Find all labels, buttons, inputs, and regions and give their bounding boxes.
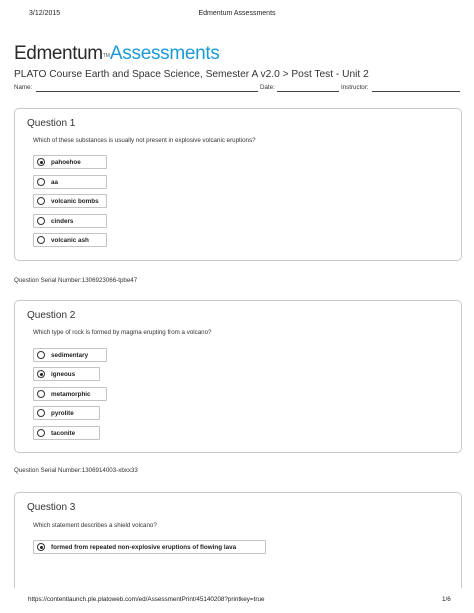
radio-icon bbox=[37, 351, 45, 359]
radio-icon bbox=[37, 178, 45, 186]
option-label: aa bbox=[51, 178, 59, 186]
option-aa[interactable] bbox=[33, 175, 107, 189]
question-card-2 bbox=[14, 300, 462, 453]
question-title: Question 2 bbox=[27, 310, 76, 321]
option-metamorphic[interactable] bbox=[33, 387, 107, 401]
question-title: Question 3 bbox=[27, 502, 76, 513]
radio-icon bbox=[37, 236, 45, 244]
option-label: metamorphic bbox=[51, 390, 91, 398]
logo-trademark: TM bbox=[102, 53, 110, 59]
radio-icon bbox=[37, 217, 45, 225]
question-text: Which statement describes a shield volcano? bbox=[33, 522, 157, 529]
course-title: PLATO Course Earth and Space Science, Semester A v2.0 > Post Test - Unit 2 bbox=[14, 69, 369, 80]
radio-selected-icon bbox=[37, 158, 45, 166]
option-taconite[interactable] bbox=[33, 426, 100, 440]
question-text: Which type of rock is formed by magma erupting from a volcano? bbox=[33, 329, 212, 336]
option-label: volcanic bombs bbox=[51, 197, 99, 205]
radio-icon bbox=[37, 429, 45, 437]
radio-icon bbox=[37, 390, 45, 398]
option-label: pyrolite bbox=[51, 409, 74, 417]
student-info-row bbox=[14, 84, 464, 94]
option-pyrolite[interactable] bbox=[33, 406, 100, 420]
option-volcanic-bombs[interactable] bbox=[33, 194, 107, 208]
option-label: cinders bbox=[51, 217, 74, 225]
option-sedimentary[interactable] bbox=[33, 348, 107, 362]
date-label: Date: bbox=[260, 84, 275, 91]
radio-selected-icon bbox=[37, 543, 45, 551]
instructor-field-line[interactable] bbox=[372, 91, 460, 92]
radio-icon bbox=[37, 197, 45, 205]
option-label: formed from repeated non-explosive eruptions of flowing lava bbox=[51, 543, 237, 551]
page-number: 1/6 bbox=[442, 596, 451, 603]
option-label: pahoehoe bbox=[51, 158, 81, 166]
option-igneous[interactable] bbox=[33, 367, 100, 381]
print-date: 3/12/2015 bbox=[29, 10, 61, 17]
question-text: Which of these substances is usually not present in explosive volcanic eruptions? bbox=[33, 137, 256, 144]
question-card-1 bbox=[14, 108, 462, 261]
date-field-line[interactable] bbox=[277, 91, 339, 92]
logo-brand: Edmentum bbox=[14, 43, 103, 64]
option-label: sedimentary bbox=[51, 351, 89, 359]
option-pahoehoe[interactable] bbox=[33, 155, 107, 169]
print-url[interactable]: https://contentlaunch.ple.platoweb.com/ed/AssessmentPrint/45140208?printkey=true bbox=[28, 596, 265, 603]
question-title: Question 1 bbox=[27, 118, 76, 129]
print-page-title: Edmentum Assessments bbox=[198, 10, 276, 17]
print-header bbox=[0, 10, 474, 22]
option-label: volcanic ash bbox=[51, 236, 89, 244]
logo-product: Assessments bbox=[109, 43, 220, 64]
radio-icon bbox=[37, 409, 45, 417]
question-serial-1: Question Serial Number:1306923066-tpbe47 bbox=[14, 277, 138, 284]
name-field-line[interactable] bbox=[36, 91, 258, 92]
option-non-explosive-lava[interactable] bbox=[33, 540, 266, 554]
option-label: igneous bbox=[51, 370, 76, 378]
question-serial-2: Question Serial Number:1306914003-xbxx33 bbox=[14, 467, 138, 474]
name-label: Name: bbox=[14, 84, 33, 91]
radio-selected-icon bbox=[37, 370, 45, 378]
instructor-label: Instructor: bbox=[341, 84, 369, 91]
option-cinders[interactable] bbox=[33, 214, 107, 228]
option-volcanic-ash[interactable] bbox=[33, 233, 107, 247]
question-card-3 bbox=[14, 492, 462, 588]
option-label: taconite bbox=[51, 429, 76, 437]
edmentum-logo bbox=[14, 44, 220, 64]
